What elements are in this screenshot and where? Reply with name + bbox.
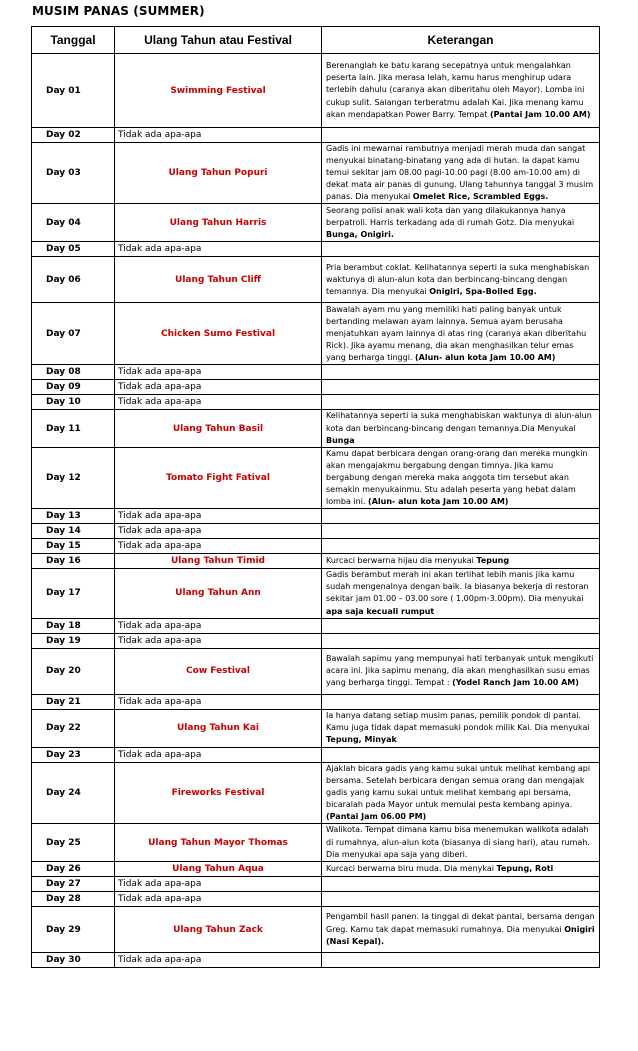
row-note xyxy=(322,447,600,508)
row-day: Day 07 xyxy=(32,303,115,365)
row-note xyxy=(322,524,600,539)
header-event: Ulang Tahun atau Festival xyxy=(115,27,322,54)
row-day: Day 17 xyxy=(32,569,115,618)
row-note-bold: Bunga, Onigiri. xyxy=(326,230,394,240)
row-no-event: Tidak ada apa-apa xyxy=(115,953,322,968)
row-event-name: Ulang Tahun Zack xyxy=(115,907,322,953)
row-no-event: Tidak ada apa-apa xyxy=(115,747,322,762)
row-note-text: Pengambil hasil panen. Ia tinggal di dekat pantai, bersama dengan Greg. Kamu tak dapat memasuki rumahnya. Dia menyukai xyxy=(326,912,595,934)
row-note xyxy=(322,204,600,242)
row-event-name: Ulang Tahun Ann xyxy=(115,569,322,618)
row-note xyxy=(322,824,600,862)
table-row xyxy=(32,907,600,953)
table-row xyxy=(32,648,600,694)
row-day: Day 12 xyxy=(32,447,115,508)
row-note xyxy=(322,569,600,618)
row-day: Day 25 xyxy=(32,824,115,862)
table-row xyxy=(32,128,600,143)
row-day: Day 02 xyxy=(32,128,115,143)
row-note-bold: Tepung, Minyak xyxy=(326,735,397,745)
row-note xyxy=(322,242,600,257)
row-note xyxy=(322,648,600,694)
row-note-bold: (Pantai Jam 10.00 AM) xyxy=(489,109,591,119)
table-row xyxy=(32,242,600,257)
row-day: Day 22 xyxy=(32,709,115,747)
table-row xyxy=(32,380,600,395)
row-note-bold: (Yodel Ranch Jam 10.00 AM) xyxy=(452,678,579,688)
row-note xyxy=(322,862,600,877)
row-event-name: Ulang Tahun Basil xyxy=(115,410,322,447)
header-date: Tanggal xyxy=(32,27,115,54)
row-note-text: Bawalah sapimu yang mempunyai hati terbanyak untuk mengikuti acara ini. Jika sapimu menang, dia akan menghasilkan susu emas yang berharga tinggi. Tempat : xyxy=(326,653,594,688)
row-note-text: Kamu dapat berbicara dengan orang-orang dan mereka mungkin akan mengajakmu bergabung dengan timnya. Jika kamu bergabung dengan mereka maka anggota tim tersebut akan semakin menyukainmu. Stu adalah peserta yang hebat dalam lomba ini. xyxy=(326,448,588,507)
row-day: Day 09 xyxy=(32,380,115,395)
table-row xyxy=(32,762,600,823)
table-row xyxy=(32,694,600,709)
header-note: Keterangan xyxy=(322,27,600,54)
table-row xyxy=(32,539,600,554)
row-event-name: Ulang Tahun Aqua xyxy=(115,862,322,877)
table-row xyxy=(32,554,600,569)
row-note-bold: Tepung xyxy=(476,556,510,566)
row-no-event: Tidak ada apa-apa xyxy=(115,892,322,907)
row-note-text: Berenanglah ke batu karang secepatnya untuk mengalahkan peserta lain. Jika merasa lelah, kamu harus menghirup udara terlebih dahulu (caranya akan diberitahu oleh Mayor). Lomba ini cukup sulit. Saiangan terberatmu adalah Kai. Jika menang kamu akan mendapatkan Power Barry. Tempat xyxy=(326,61,585,119)
row-event-name: Swimming Festival xyxy=(115,54,322,128)
table-row xyxy=(32,143,600,204)
row-note xyxy=(322,303,600,365)
row-no-event: Tidak ada apa-apa xyxy=(115,633,322,648)
row-day: Day 20 xyxy=(32,648,115,694)
row-note xyxy=(322,410,600,447)
row-day: Day 08 xyxy=(32,365,115,380)
table-row xyxy=(32,257,600,303)
row-note xyxy=(322,694,600,709)
table-row xyxy=(32,862,600,877)
row-event-name: Ulang Tahun Timid xyxy=(115,554,322,569)
row-note-bold: Onigiri (Nasi Kepal). xyxy=(326,924,595,946)
table-row xyxy=(32,204,600,242)
row-note-text: Ajaklah bicara gadis yang kamu sukai untuk melihat kembang api bersama. Setelah berbicara dengan semua orang dan mengajak gadis yang kamu sukai untuk melihat kembang api bersama, bicaralah pada Mayor untuk memulai pesta kembang apinya. xyxy=(326,763,591,809)
row-note-text: Gadis ini mewarnai rambutnya menjadi merah muda dan sangat menyukai binatang-binatang yang ada di hutan. Ia dapat kamu temui sekitar jam 08.00 pagi-10.00 pagi (8.00 am-10.00 am) di dekat mata air panas di gunung. Ulang tahunnya tanggal 3 musim panas. Dia menyukai xyxy=(326,144,594,202)
row-note-bold: (Alun- alun kota Jam 10.00 AM) xyxy=(415,353,556,363)
row-event-name: Fireworks Festival xyxy=(115,762,322,823)
row-day: Day 15 xyxy=(32,539,115,554)
table-row xyxy=(32,509,600,524)
row-note xyxy=(322,892,600,907)
row-day: Day 27 xyxy=(32,877,115,892)
row-note xyxy=(322,509,600,524)
row-day: Day 23 xyxy=(32,747,115,762)
row-note xyxy=(322,143,600,204)
row-event-name: Ulang Tahun Cliff xyxy=(115,257,322,303)
row-note-text: Pria berambut coklat. Kelihatannya seperti ia suka menghabiskan waktunya di alun-alun kota dan berbincang-bincang dengan temannya. Dia menyukai xyxy=(326,262,590,297)
row-note xyxy=(322,380,600,395)
row-note-text: Seorang polisi anak wali kota dan yang dilakukannya hanya berpatroli. Harris terkadang ada di rumah Gotz. Dia menyukai xyxy=(326,205,575,227)
row-note-bold: apa saja kecuali rumput xyxy=(326,606,435,616)
row-note-text: Kurcaci berwarna biru muda. Dia menykai xyxy=(326,864,497,874)
table-row xyxy=(32,395,600,410)
schedule-table xyxy=(31,26,600,968)
table-row xyxy=(32,953,600,968)
table-row xyxy=(32,410,600,447)
page-title: MUSIM PANAS (SUMMER) xyxy=(32,4,205,18)
table-row xyxy=(32,709,600,747)
row-note-bold: Bunga xyxy=(326,435,355,445)
row-no-event: Tidak ada apa-apa xyxy=(115,618,322,633)
row-event-name: Ulang Tahun Harris xyxy=(115,204,322,242)
row-day: Day 19 xyxy=(32,633,115,648)
row-note xyxy=(322,395,600,410)
row-note xyxy=(322,257,600,303)
row-no-event: Tidak ada apa-apa xyxy=(115,242,322,257)
table-row xyxy=(32,524,600,539)
row-event-name: Cow Festival xyxy=(115,648,322,694)
table-row xyxy=(32,447,600,508)
row-note-bold: (Pantai Jam 06.00 PM) xyxy=(326,811,427,821)
table-row xyxy=(32,892,600,907)
row-note xyxy=(322,877,600,892)
row-day: Day 14 xyxy=(32,524,115,539)
table-row xyxy=(32,54,600,128)
row-note xyxy=(322,762,600,823)
row-day: Day 01 xyxy=(32,54,115,128)
table-row xyxy=(32,747,600,762)
row-note xyxy=(322,709,600,747)
row-day: Day 21 xyxy=(32,694,115,709)
row-note xyxy=(322,618,600,633)
row-day: Day 24 xyxy=(32,762,115,823)
row-no-event: Tidak ada apa-apa xyxy=(115,509,322,524)
row-day: Day 06 xyxy=(32,257,115,303)
row-day: Day 16 xyxy=(32,554,115,569)
row-note-bold: Tepung, Roti xyxy=(496,864,554,874)
row-day: Day 18 xyxy=(32,618,115,633)
row-note xyxy=(322,907,600,953)
row-no-event: Tidak ada apa-apa xyxy=(115,524,322,539)
row-day: Day 03 xyxy=(32,143,115,204)
row-note xyxy=(322,554,600,569)
row-day: Day 11 xyxy=(32,410,115,447)
header-row xyxy=(32,27,600,54)
row-note xyxy=(322,953,600,968)
table-row xyxy=(32,877,600,892)
row-day: Day 05 xyxy=(32,242,115,257)
row-note-text: Gadis berambut merah ini akan terlihat lebih manis jika kamu sudah mengenalnya dengan baik. Ia biasanya bekerja di restoran sekitar jam 01.00 – 03.00 sore ( 1.00pm-3.00pm). Dia menyukai xyxy=(326,570,589,604)
table-row xyxy=(32,303,600,365)
row-event-name: Tomato Fight Fatival xyxy=(115,447,322,508)
row-day: Day 10 xyxy=(32,395,115,410)
row-note xyxy=(322,747,600,762)
row-day: Day 29 xyxy=(32,907,115,953)
row-note-bold: Onigiri, Spa-Boiled Egg. xyxy=(429,287,537,297)
row-event-name: Ulang Tahun Kai xyxy=(115,709,322,747)
row-note xyxy=(322,54,600,128)
row-note-text: Walikota. Tempat dimana kamu bisa menemukan walikota adalah di rumahnya, alun-alun kota (biasanya di siang hari), atau rumah. Dia menyukai apa saja yang diberi. xyxy=(326,825,590,859)
row-note xyxy=(322,128,600,143)
table-row xyxy=(32,569,600,618)
row-no-event: Tidak ada apa-apa xyxy=(115,539,322,554)
row-day: Day 30 xyxy=(32,953,115,968)
row-event-name: Ulang Tahun Mayor Thomas xyxy=(115,824,322,862)
row-no-event: Tidak ada apa-apa xyxy=(115,395,322,410)
row-day: Day 26 xyxy=(32,862,115,877)
table-row xyxy=(32,824,600,862)
row-no-event: Tidak ada apa-apa xyxy=(115,877,322,892)
table-row xyxy=(32,618,600,633)
row-no-event: Tidak ada apa-apa xyxy=(115,694,322,709)
row-note-text: Ia hanya datang setiap musim panas, pemilik pondok di pantai. Kamu juga tidak dapat memasuki pondok milik Kai. Dia menyukai xyxy=(326,710,590,733)
row-event-name: Chicken Sumo Festival xyxy=(115,303,322,365)
row-event-name: Ulang Tahun Popuri xyxy=(115,143,322,204)
row-note-bold: (Alun- alun kota Jam 10.00 AM) xyxy=(368,497,509,507)
table-row xyxy=(32,365,600,380)
row-note-text: Bawalah ayam mu yang memiliki hati paling banyak untuk bertanding melawan ayam lainnya. Semua ayam berusaha menjatuhkan ayam lainnya di atas ring (caranya akan diberitahu Rick). Jika ayamu menang, dia akan menghasilkan telur emas yang berharga tinggi. xyxy=(326,304,587,363)
row-note xyxy=(322,633,600,648)
row-no-event: Tidak ada apa-apa xyxy=(115,128,322,143)
row-note-bold: Omelet Rice, Scrambled Eggs. xyxy=(412,192,549,202)
row-day: Day 04 xyxy=(32,204,115,242)
row-day: Day 28 xyxy=(32,892,115,907)
row-note-text: Kelihatannya seperti ia suka menghabiskan waktunya di alun-alun kota dan berbincang-bincang dengan temannya.Dia Menyukai xyxy=(326,411,592,433)
row-note-text: Kurcaci berwarna hijau dia menyukai xyxy=(326,556,477,566)
row-note xyxy=(322,539,600,554)
row-day: Day 13 xyxy=(32,509,115,524)
table-row xyxy=(32,633,600,648)
row-no-event: Tidak ada apa-apa xyxy=(115,380,322,395)
row-note xyxy=(322,365,600,380)
row-no-event: Tidak ada apa-apa xyxy=(115,365,322,380)
